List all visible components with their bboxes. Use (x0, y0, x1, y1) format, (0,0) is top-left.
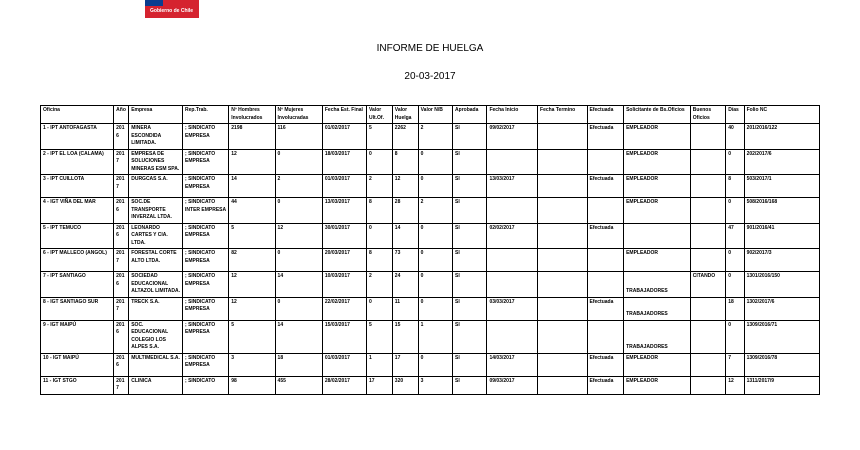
cell-valor-ult-of: 17 (366, 376, 392, 394)
cell-dias: 8 (726, 175, 744, 198)
cell-hombres: 98 (229, 376, 275, 394)
cell-solicitante: TRABAJADORES (624, 272, 691, 298)
cell-fecha-termino (538, 297, 587, 320)
cell-fecha-inicio: 14/03/2017 (487, 353, 538, 376)
cell-folio-nc: 201/2016/122 (744, 124, 819, 150)
cell-rep-trab: ; SINDICATO EMPRESA (183, 320, 229, 353)
cell-rep-trab: ; SINDICATO EMPRESA (183, 249, 229, 272)
cell-dias: 7 (726, 353, 744, 376)
cell-buenos-oficios (690, 175, 726, 198)
cell-empresa: MINERA ESCONDIDA LIMITADA. (129, 124, 183, 150)
cell-efectuada (587, 149, 624, 175)
cell-oficina: 8 - IGT SANTIAGO SUR (41, 297, 114, 320)
cell-rep-trab: ; SINDICATO EMPRESA (183, 223, 229, 249)
table-row (41, 272, 820, 298)
cell-efectuada: Efectuada (587, 376, 624, 394)
cell-valor-huelga: 11 (392, 297, 418, 320)
cell-dias: 47 (726, 223, 744, 249)
cell-hombres: 5 (229, 223, 275, 249)
cell-efectuada (587, 272, 624, 298)
cell-solicitante: EMPLEADOR (624, 124, 691, 150)
cell-valor-nb: 0 (418, 249, 452, 272)
cell-folio-nc: 1302/2017/6 (744, 297, 819, 320)
logo-text: Gobierno de Chile (150, 8, 194, 14)
cell-mujeres: 0 (275, 297, 322, 320)
cell-fecha-termino (538, 272, 587, 298)
table-header-row (41, 106, 820, 124)
cell-aprobada: SI (453, 353, 487, 376)
cell-aprobada: SI (453, 376, 487, 394)
cell-empresa: SOCIEDAD EDUCACIONAL ALTAZOL LIMITADA. (129, 272, 183, 298)
gobierno-de-chile-logo (145, 0, 199, 18)
cell-oficina: 10 - IGT MAIPÚ (41, 353, 114, 376)
cell-buenos-oficios (690, 320, 726, 353)
cell-dias: 0 (726, 249, 744, 272)
cell-valor-nb: 1 (418, 320, 452, 353)
cell-aprobada: SI (453, 124, 487, 150)
cell-rep-trab: ; SINDICATO EMPRESA (183, 149, 229, 175)
cell-empresa: TRECK S.A. (129, 297, 183, 320)
cell-aprobada: SI (453, 249, 487, 272)
cell-valor-nb: 2 (418, 198, 452, 224)
table-row (41, 149, 820, 175)
cell-ano: 2017 (114, 149, 129, 175)
cell-dias: 0 (726, 272, 744, 298)
cell-oficina: 3 - IPT CUILLOTA (41, 175, 114, 198)
cell-ano: 2017 (114, 249, 129, 272)
cell-empresa: CLINICA (129, 376, 183, 394)
cell-folio-nc: 901/2016/41 (744, 223, 819, 249)
cell-solicitante: EMPLEADOR (624, 353, 691, 376)
cell-fecha-inicio: 02/02/2017 (487, 223, 538, 249)
cell-fecha-inicio (487, 149, 538, 175)
cell-solicitante: TRABAJADORES (624, 297, 691, 320)
cell-buenos-oficios (690, 297, 726, 320)
cell-hombres: 12 (229, 149, 275, 175)
cell-ano: 2017 (114, 175, 129, 198)
col-header-valor-huelga: Valor Huelga (392, 106, 418, 124)
cell-oficina: 2 - IPT EL LOA (CALAMA) (41, 149, 114, 175)
cell-valor-ult-of: 0 (366, 297, 392, 320)
cell-valor-huelga: 28 (392, 198, 418, 224)
cell-buenos-oficios (690, 249, 726, 272)
col-header-rep-trab: Rep.Trab. (183, 106, 229, 124)
cell-valor-nb: 0 (418, 175, 452, 198)
cell-ano: 2017 (114, 376, 129, 394)
cell-valor-ult-of: 5 (366, 320, 392, 353)
col-header-aprobada: Aprobada (453, 106, 487, 124)
col-header-oficina: Oficina (41, 106, 114, 124)
cell-aprobada: SI (453, 223, 487, 249)
cell-rep-trab: ; SINDICATO EMPRESA (183, 175, 229, 198)
col-header-ano: Año (114, 106, 129, 124)
cell-fecha-est-final: 01/03/2017 (322, 175, 366, 198)
cell-ano: 2016 (114, 272, 129, 298)
cell-mujeres: 12 (275, 223, 322, 249)
cell-fecha-termino (538, 320, 587, 353)
cell-mujeres: 0 (275, 249, 322, 272)
cell-folio-nc: 202/2017/6 (744, 149, 819, 175)
cell-ano: 2016 (114, 223, 129, 249)
cell-mujeres: 2 (275, 175, 322, 198)
cell-empresa: MULTIMEDICAL S.A. (129, 353, 183, 376)
cell-efectuada: Efectuada (587, 175, 624, 198)
cell-fecha-est-final: 10/03/2017 (322, 272, 366, 298)
table-row (41, 223, 820, 249)
cell-aprobada: SI (453, 198, 487, 224)
cell-dias: 18 (726, 297, 744, 320)
cell-solicitante: EMPLEADOR (624, 249, 691, 272)
cell-empresa: EMPRESA DE SOLUCIONES MINERAS ESM SPA. (129, 149, 183, 175)
cell-solicitante: EMPLEADOR (624, 198, 691, 224)
cell-fecha-inicio: 09/03/2017 (487, 376, 538, 394)
cell-hombres: 2198 (229, 124, 275, 150)
col-header-fecha-termino: Fecha Termino (538, 106, 587, 124)
table-row (41, 124, 820, 150)
cell-folio-nc: 1309/2016/78 (744, 353, 819, 376)
cell-valor-huelga: 8 (392, 149, 418, 175)
cell-valor-huelga: 17 (392, 353, 418, 376)
cell-oficina: 7 - IPT SANTIAGO (41, 272, 114, 298)
cell-hombres: 3 (229, 353, 275, 376)
cell-fecha-est-final: 18/03/2017 (322, 149, 366, 175)
col-header-buenos-oficios: Buenos Oficios (690, 106, 726, 124)
cell-valor-huelga: 2262 (392, 124, 418, 150)
cell-empresa: LEONARDO CARTES Y CIA. LTDA. (129, 223, 183, 249)
cell-oficina: 9 - IGT MAIPÚ (41, 320, 114, 353)
cell-empresa: SOC. EDUCACIONAL COLEGIO LOS ALPES S.A. (129, 320, 183, 353)
cell-rep-trab: ; SINDICATO EMPRESA (183, 124, 229, 150)
cell-mujeres: 0 (275, 198, 322, 224)
cell-valor-ult-of: 8 (366, 198, 392, 224)
cell-buenos-oficios (690, 223, 726, 249)
cell-efectuada: Efectuada (587, 353, 624, 376)
cell-mujeres: 14 (275, 320, 322, 353)
cell-valor-nb: 0 (418, 223, 452, 249)
cell-oficina: 5 - IPT TEMUCO (41, 223, 114, 249)
cell-ano: 2016 (114, 198, 129, 224)
table-row (41, 249, 820, 272)
cell-efectuada: Efectuada (587, 223, 624, 249)
cell-valor-ult-of: 2 (366, 272, 392, 298)
cell-ano: 2016 (114, 124, 129, 150)
cell-mujeres: 0 (275, 149, 322, 175)
col-header-folio-nc: Folio NC (744, 106, 819, 124)
cell-hombres: 12 (229, 297, 275, 320)
cell-solicitante: EMPLEADOR (624, 175, 691, 198)
cell-fecha-est-final: 30/01/2017 (322, 223, 366, 249)
cell-mujeres: 14 (275, 272, 322, 298)
cell-fecha-est-final: 28/02/2017 (322, 376, 366, 394)
cell-aprobada: SI (453, 149, 487, 175)
report-title: INFORME DE HUELGA (376, 43, 484, 54)
cell-solicitante: EMPLEADOR (624, 376, 691, 394)
table-row (41, 175, 820, 198)
table-row (41, 320, 820, 353)
cell-fecha-termino (538, 149, 587, 175)
cell-fecha-est-final: 01/03/2017 (322, 353, 366, 376)
cell-valor-huelga: 24 (392, 272, 418, 298)
cell-dias: 0 (726, 198, 744, 224)
cell-fecha-termino (538, 175, 587, 198)
cell-empresa: DURGCAS S.A. (129, 175, 183, 198)
table-row (41, 297, 820, 320)
cell-mujeres: 116 (275, 124, 322, 150)
cell-valor-huelga: 320 (392, 376, 418, 394)
cell-valor-nb: 2 (418, 124, 452, 150)
cell-oficina: 11 - IGT STGO (41, 376, 114, 394)
table-row (41, 376, 820, 394)
cell-solicitante: EMPLEADOR (624, 149, 691, 175)
col-header-dias: Días (726, 106, 744, 124)
cell-efectuada: Efectuada (587, 124, 624, 150)
cell-dias: 0 (726, 149, 744, 175)
cell-folio-nc: 1301/2016/150 (744, 272, 819, 298)
cell-buenos-oficios (690, 376, 726, 394)
cell-fecha-est-final: 01/02/2017 (322, 124, 366, 150)
col-header-mujeres: Nº Mujeres Involucradas (275, 106, 322, 124)
cell-valor-huelga: 73 (392, 249, 418, 272)
strike-report-table (40, 105, 820, 395)
cell-fecha-est-final: 15/03/2017 (322, 320, 366, 353)
cell-efectuada (587, 198, 624, 224)
cell-valor-nb: 3 (418, 376, 452, 394)
cell-buenos-oficios (690, 149, 726, 175)
cell-fecha-inicio: 03/03/2017 (487, 297, 538, 320)
col-header-efectuada: Efectuada (587, 106, 624, 124)
cell-empresa: SOC.DE TRANSPORTE INVERZAL LTDA. (129, 198, 183, 224)
cell-valor-huelga: 14 (392, 223, 418, 249)
cell-valor-ult-of: 8 (366, 249, 392, 272)
cell-valor-nb: 0 (418, 353, 452, 376)
cell-hombres: 82 (229, 249, 275, 272)
table-row (41, 198, 820, 224)
cell-valor-ult-of: 5 (366, 124, 392, 150)
cell-fecha-inicio (487, 198, 538, 224)
cell-rep-trab: ; SINDICATO (183, 376, 229, 394)
cell-folio-nc: 902/2017/3 (744, 249, 819, 272)
col-header-fecha-inicio: Fecha Inicio (487, 106, 538, 124)
cell-dias: 0 (726, 320, 744, 353)
report-date: 20-03-2017 (404, 71, 456, 82)
cell-solicitante: TRABAJADORES (624, 320, 691, 353)
cell-oficina: 4 - IGT VIÑA DEL MAR (41, 198, 114, 224)
col-header-fecha-est-final: Fecha Est. Final (322, 106, 366, 124)
cell-dias: 40 (726, 124, 744, 150)
cell-oficina: 6 - IPT MALLECO (ANGOL) (41, 249, 114, 272)
cell-fecha-termino (538, 353, 587, 376)
cell-aprobada: SI (453, 175, 487, 198)
table-row (41, 353, 820, 376)
cell-hombres: 44 (229, 198, 275, 224)
cell-fecha-termino (538, 198, 587, 224)
cell-aprobada: SI (453, 297, 487, 320)
cell-hombres: 14 (229, 175, 275, 198)
cell-valor-ult-of: 2 (366, 175, 392, 198)
cell-solicitante (624, 223, 691, 249)
cell-fecha-est-final: 22/02/2017 (322, 297, 366, 320)
cell-aprobada: SI (453, 320, 487, 353)
cell-fecha-inicio: 13/03/2017 (487, 175, 538, 198)
cell-valor-ult-of: 1 (366, 353, 392, 376)
col-header-solicitante: Solicitante de Bs.Oficios (624, 106, 691, 124)
col-header-empresa: Empresa (129, 106, 183, 124)
cell-rep-trab: ; SINDICATO EMPRESA (183, 353, 229, 376)
cell-fecha-termino (538, 223, 587, 249)
cell-hombres: 12 (229, 272, 275, 298)
cell-oficina: 1 - IPT ANTOFAGASTA (41, 124, 114, 150)
cell-fecha-termino (538, 376, 587, 394)
cell-fecha-est-final: 13/03/2017 (322, 198, 366, 224)
cell-rep-trab: ; SINDICATO EMPRESA (183, 297, 229, 320)
cell-valor-ult-of: 0 (366, 149, 392, 175)
cell-buenos-oficios (690, 124, 726, 150)
col-header-valor-ult-of: Valor Ult.Of. (366, 106, 392, 124)
cell-hombres: 5 (229, 320, 275, 353)
cell-fecha-est-final: 20/03/2017 (322, 249, 366, 272)
cell-folio-nc: 1311/2017/9 (744, 376, 819, 394)
cell-mujeres: 455 (275, 376, 322, 394)
cell-buenos-oficios (690, 198, 726, 224)
cell-empresa: FORESTAL CORTE ALTO LTDA. (129, 249, 183, 272)
cell-valor-nb: 0 (418, 149, 452, 175)
cell-buenos-oficios (690, 353, 726, 376)
cell-rep-trab: ; SINDICATO INTER EMPRESA (183, 198, 229, 224)
cell-efectuada (587, 320, 624, 353)
cell-valor-huelga: 15 (392, 320, 418, 353)
cell-fecha-inicio (487, 249, 538, 272)
cell-fecha-inicio: 09/02/2017 (487, 124, 538, 150)
cell-folio-nc: 1309/2016/71 (744, 320, 819, 353)
cell-mujeres: 18 (275, 353, 322, 376)
cell-aprobada: SI (453, 272, 487, 298)
cell-fecha-termino (538, 124, 587, 150)
cell-valor-nb: 0 (418, 272, 452, 298)
cell-buenos-oficios: CITANDO (690, 272, 726, 298)
col-header-valor-nb: Valor N/B (418, 106, 452, 124)
cell-ano: 2016 (114, 320, 129, 353)
cell-fecha-termino (538, 249, 587, 272)
cell-dias: 12 (726, 376, 744, 394)
cell-ano: 2016 (114, 353, 129, 376)
cell-valor-nb: 0 (418, 297, 452, 320)
cell-rep-trab: ; SINDICATO EMPRESA (183, 272, 229, 298)
cell-folio-nc: 503/2017/1 (744, 175, 819, 198)
cell-valor-ult-of: 0 (366, 223, 392, 249)
cell-efectuada (587, 249, 624, 272)
cell-fecha-inicio (487, 320, 538, 353)
cell-ano: 2017 (114, 297, 129, 320)
cell-fecha-inicio (487, 272, 538, 298)
cell-efectuada: Efectuada (587, 297, 624, 320)
cell-folio-nc: 508/2016/168 (744, 198, 819, 224)
cell-valor-huelga: 12 (392, 175, 418, 198)
col-header-hombres: Nº Hombres Involucrados (229, 106, 275, 124)
